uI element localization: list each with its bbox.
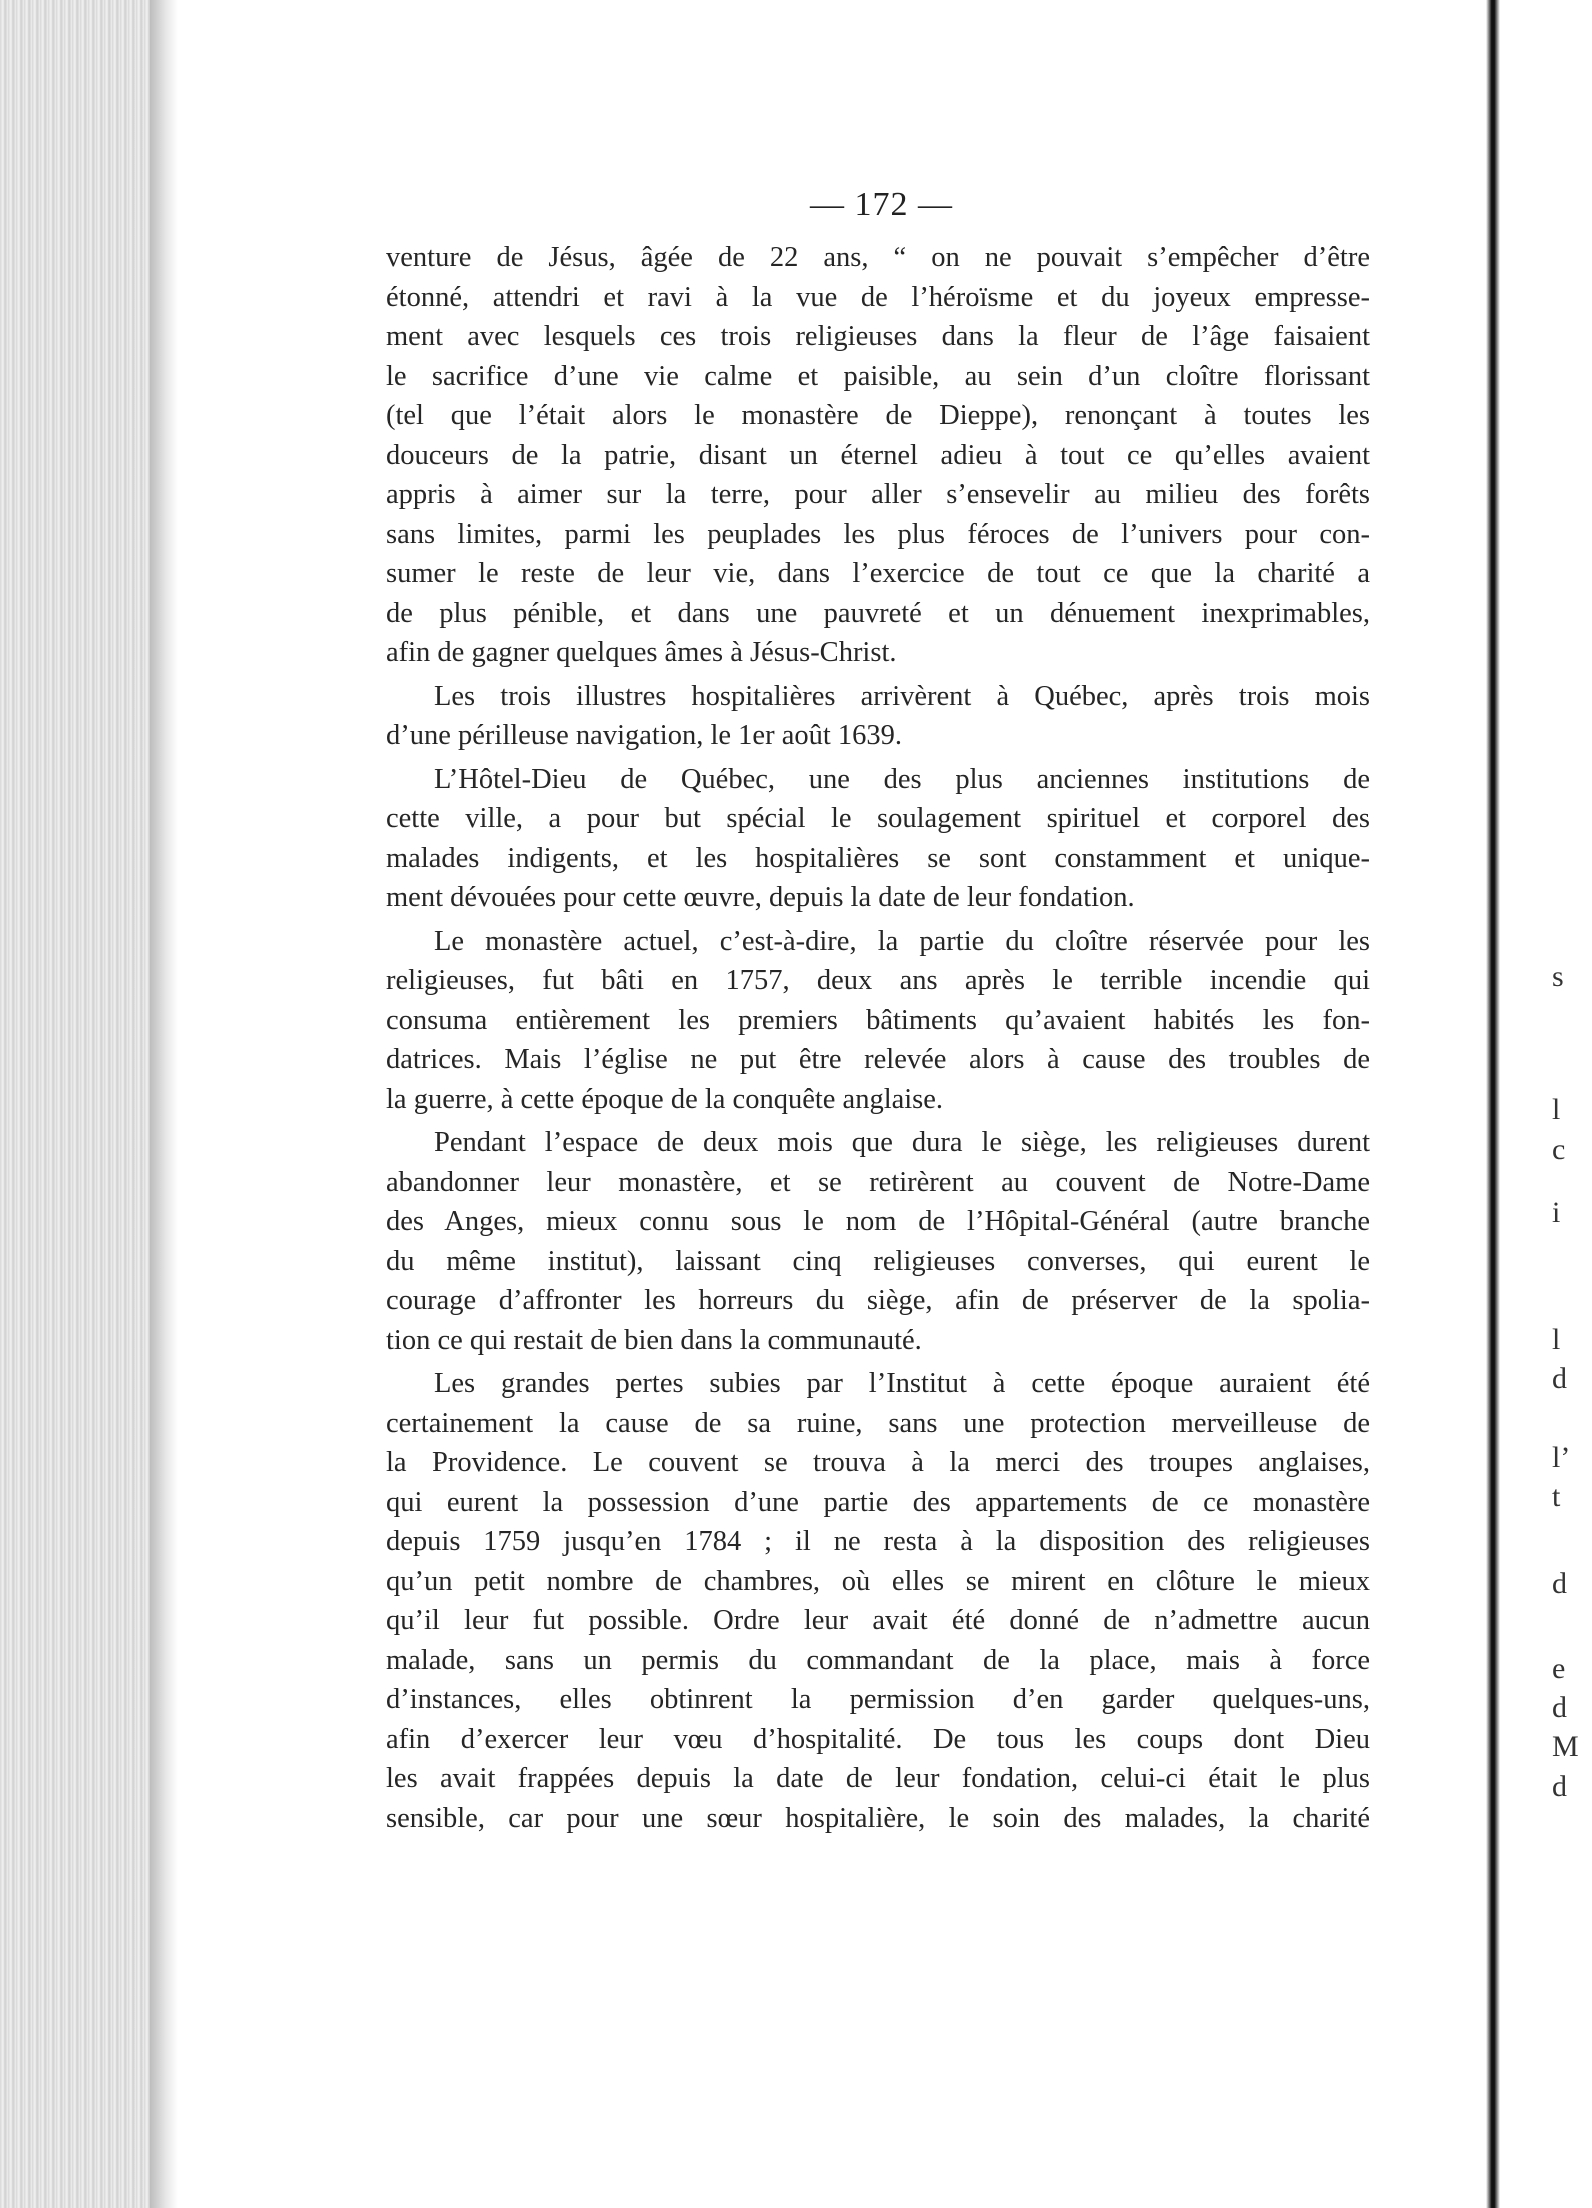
facing-page: [1500, 0, 1592, 2208]
text-line: douceurs de la patrie, disant un éternel adieu à tout ce qu’elles avaient: [386, 439, 1370, 471]
page-edge-line: [1486, 0, 1500, 2208]
text-line: venture de Jésus, âgée de 22 ans, “ on ne pouvait s’empêcher d’être: [386, 242, 1370, 273]
text-line: la Providence. Le couvent se trouva à la merci des troupes anglaises,: [386, 1447, 1370, 1478]
text-line: depuis 1759 jusqu’en 1784 ; il ne resta à la disposition des religieuses: [386, 1526, 1370, 1557]
paragraph: [386, 677, 1370, 756]
text-line: de plus pénible, et dans une pauvreté et un dénuement inexprimables,: [386, 597, 1370, 629]
text-line: appris à aimer sur la terre, pour aller s’ensevelir au milieu des forêts: [386, 479, 1370, 510]
text-line: consuma entièrement les premiers bâtiments qu’avaient habités les fon-: [386, 1004, 1370, 1036]
facing-page-fragment: l: [1552, 1323, 1561, 1356]
text-line: malades indigents, et les hospitalières se sont constamment et unique-: [386, 842, 1370, 874]
text-line: qu’un petit nombre de chambres, où elles se mirent en clôture le mieux: [386, 1565, 1370, 1597]
text-line: religieuses, fut bâti en 1757, deux ans après le terrible incendie qui: [386, 965, 1370, 996]
text-line: les avait frappées depuis la date de leur fondation, celui-ci était le plus: [386, 1763, 1370, 1794]
text-line: d’une périlleuse navigation, le 1er août 1639.: [386, 720, 903, 751]
text-line: Le monastère actuel, c’est-à-dire, la partie du cloître réservée pour les: [434, 925, 1370, 957]
facing-page-fragment: i: [1552, 1196, 1561, 1229]
text-line: ment dévouées pour cette œuvre, depuis la date de leur fondation.: [386, 882, 1135, 913]
facing-page-fragment: d: [1552, 1770, 1567, 1803]
facing-page-fragment: d: [1552, 1567, 1567, 1600]
text-line: la guerre, à cette époque de la conquête anglaise.: [386, 1083, 944, 1115]
text-line: afin de gagner quelques âmes à Jésus-Christ.: [386, 637, 897, 668]
text-line: cette ville, a pour but spécial le soulagement spirituel et corporel des: [386, 803, 1370, 834]
text-line: étonné, attendri et ravi à la vue de l’héroïsme et du joyeux empresse-: [386, 281, 1370, 313]
facing-page-fragment: e: [1552, 1652, 1566, 1685]
facing-page-fragment: l’: [1552, 1441, 1571, 1474]
text-line: Pendant l’espace de deux mois que dura le siège, les religieuses durent: [434, 1127, 1370, 1158]
text-line: d’instances, elles obtinrent la permission d’en garder quelques-uns,: [386, 1684, 1370, 1715]
text-line: L’Hôtel-Dieu de Québec, une des plus anciennes institutions de: [434, 763, 1370, 795]
text-line: sensible, car pour une sœur hospitalière, le soin des malades, la charité: [386, 1802, 1370, 1834]
paragraph: [386, 1123, 1370, 1360]
text-line: courage d’affronter les horreurs du siège, afin de préserver de la spolia-: [386, 1285, 1370, 1316]
page-number: — 172 —: [810, 186, 953, 223]
text-line: ment avec lesquels ces trois religieuses dans la fleur de l’âge faisaient: [386, 321, 1370, 352]
page-fold-shadow: [150, 0, 178, 2208]
text-line: qui eurent la possession d’une partie des appartements de ce monastère: [386, 1486, 1370, 1518]
text-line: malade, sans un permis du commandant de la place, mais à force: [386, 1644, 1370, 1676]
text-line: sans limites, parmi les peuplades les plus féroces de l’univers pour con-: [386, 518, 1370, 550]
paragraph: [386, 760, 1370, 918]
text-line: qu’il leur fut possible. Ordre leur avait été donné de n’admettre aucun: [386, 1605, 1370, 1636]
text-line: certainement la cause de sa ruine, sans une protection merveilleuse de: [386, 1407, 1370, 1439]
text-line: des Anges, mieux connu sous le nom de l’Hôpital-Général (autre branche: [386, 1206, 1370, 1237]
facing-page-fragment: s: [1552, 960, 1564, 993]
text-line: (tel que l’était alors le monastère de Dieppe), renonçant à toutes les: [386, 400, 1370, 431]
text-line: sumer le reste de leur vie, dans l’exercice de tout ce que la charité a: [386, 558, 1370, 589]
text-line: du même institut), laissant cinq religieuses converses, qui eurent le: [386, 1245, 1370, 1277]
paragraph: [386, 1364, 1370, 1838]
facing-page-fragment: d: [1552, 1362, 1567, 1395]
paragraph: [386, 922, 1370, 1120]
facing-page-fragment: d: [1552, 1691, 1567, 1724]
text-line: abandonner leur monastère, et se retirèrent au couvent de Notre-Dame: [386, 1166, 1370, 1198]
facing-page-fragment: M: [1552, 1730, 1579, 1763]
facing-page-fragment: c: [1552, 1133, 1566, 1166]
text-line: datrices. Mais l’église ne put être relevée alors à cause des troubles de: [386, 1044, 1370, 1075]
text-line: afin d’exercer leur vœu d’hospitalité. De tous les coups dont Dieu: [386, 1723, 1370, 1755]
text-line: Les grandes pertes subies par l’Institut à cette époque auraient été: [434, 1368, 1370, 1399]
text-line: le sacrifice d’une vie calme et paisible, au sein d’un cloître florissant: [386, 360, 1370, 392]
facing-page-fragment: t: [1552, 1480, 1561, 1513]
facing-page-fragment: l: [1552, 1093, 1561, 1126]
body-text: [386, 238, 1370, 1838]
paragraph: [386, 238, 1370, 673]
text-line: Les trois illustres hospitalières arrivèrent à Québec, après trois mois: [434, 680, 1370, 712]
text-line: tion ce qui restait de bien dans la communauté.: [386, 1324, 922, 1356]
